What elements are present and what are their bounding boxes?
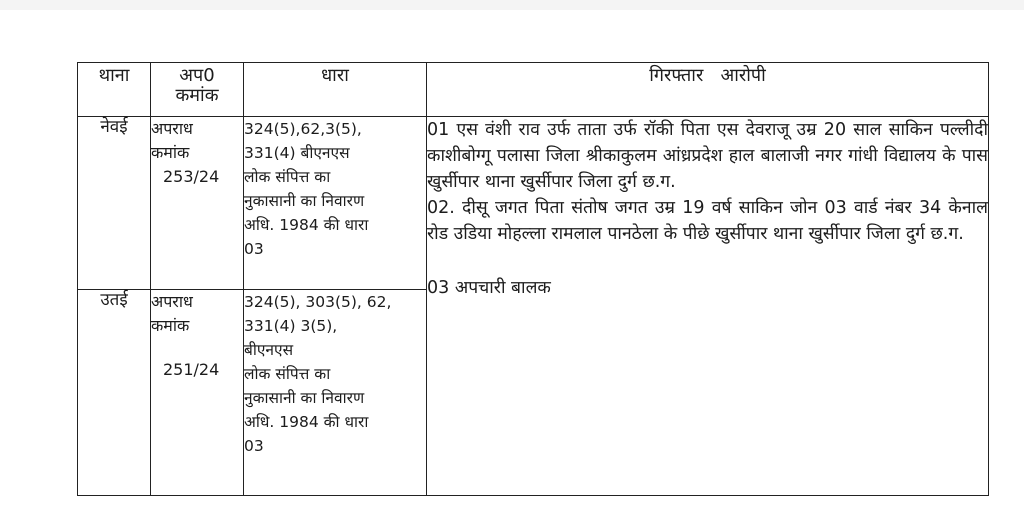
row2-dhara-line: 324(5), 303(5), 62, (244, 293, 392, 311)
row2-crime (151, 290, 244, 496)
row1-dhara-line: लोक संपित्त का (244, 168, 331, 186)
header-row (78, 63, 989, 117)
header-crime-no-line2: कमांक (175, 85, 219, 106)
row1-dhara-line: अधि. 1984 की धारा (244, 216, 369, 234)
row1-crime-label-2: कमांक (151, 143, 190, 162)
juvenile-count: 03 अपचारी बालक (427, 278, 551, 298)
row2-dhara (244, 290, 427, 496)
row1-dhara (244, 117, 427, 290)
header-thana: थाना (78, 63, 151, 117)
header-dhara: धारा (244, 63, 427, 117)
row2-dhara-line: बीएनएस (244, 341, 294, 359)
row1-thana: नेवई (78, 117, 151, 290)
header-arrested: गिरफ्तार आरोपी (427, 63, 989, 117)
accused-person-1: 01 एस वंशी राव उर्फ ताता उर्फ रॉकी पिता एस देवराजू उम्र 20 साल साकिन पल्लीदी काशीबोग्गू पलासा जिला श्रीकाकुलम आंध्रप्रदेश हाल बालाजी नगर गांधी विद्यालय के पास खुर्सीपार थाना खुर्सीपार जिला दुर्ग छ.ग. (427, 120, 988, 192)
row1-dhara-line: 331(4) बीएनएस (244, 144, 350, 162)
row1-crime-number: 253/24 (163, 167, 220, 186)
row2-dhara-line: नुकासानी का निवारण (244, 389, 365, 407)
row2-thana: उतई (78, 290, 151, 496)
row2-dhara-line: 03 (244, 437, 264, 455)
row2-crime-label-1: अपराध (151, 292, 193, 311)
accused-person-2: 02. दीसू जगत पिता संतोष जगत उम्र 19 वर्ष साकिन जोन 03 वार्ड नंबर 34 केनाल रोड उडिया मोहल्ला रामलाल पानठेला के पीछे खुर्सीपार थाना खुर्सीपार जिला दुर्ग छ.ग. (427, 198, 988, 244)
row1-crime (151, 117, 244, 290)
row2-crime-number: 251/24 (163, 360, 220, 379)
row2-dhara-line: अधि. 1984 की धारा (244, 413, 369, 431)
row2-dhara-line: 331(4) 3(5), (244, 317, 338, 335)
top-bar (0, 0, 1024, 10)
row1-dhara-line: नुकासानी का निवारण (244, 192, 365, 210)
arrest-table (77, 62, 989, 496)
row2-crime-label-2: कमांक (151, 316, 190, 335)
row2-dhara-line: लोक संपित्त का (244, 365, 331, 383)
header-crime-no-line1: अप0 (179, 65, 215, 86)
header-crime-no (151, 63, 244, 117)
row1-dhara-line: 324(5),62,3(5), (244, 120, 362, 138)
row1-dhara-line: 03 (244, 240, 264, 258)
row1-crime-label-1: अपराध (151, 119, 193, 138)
accused-cell (427, 117, 989, 496)
table-row (78, 117, 989, 290)
